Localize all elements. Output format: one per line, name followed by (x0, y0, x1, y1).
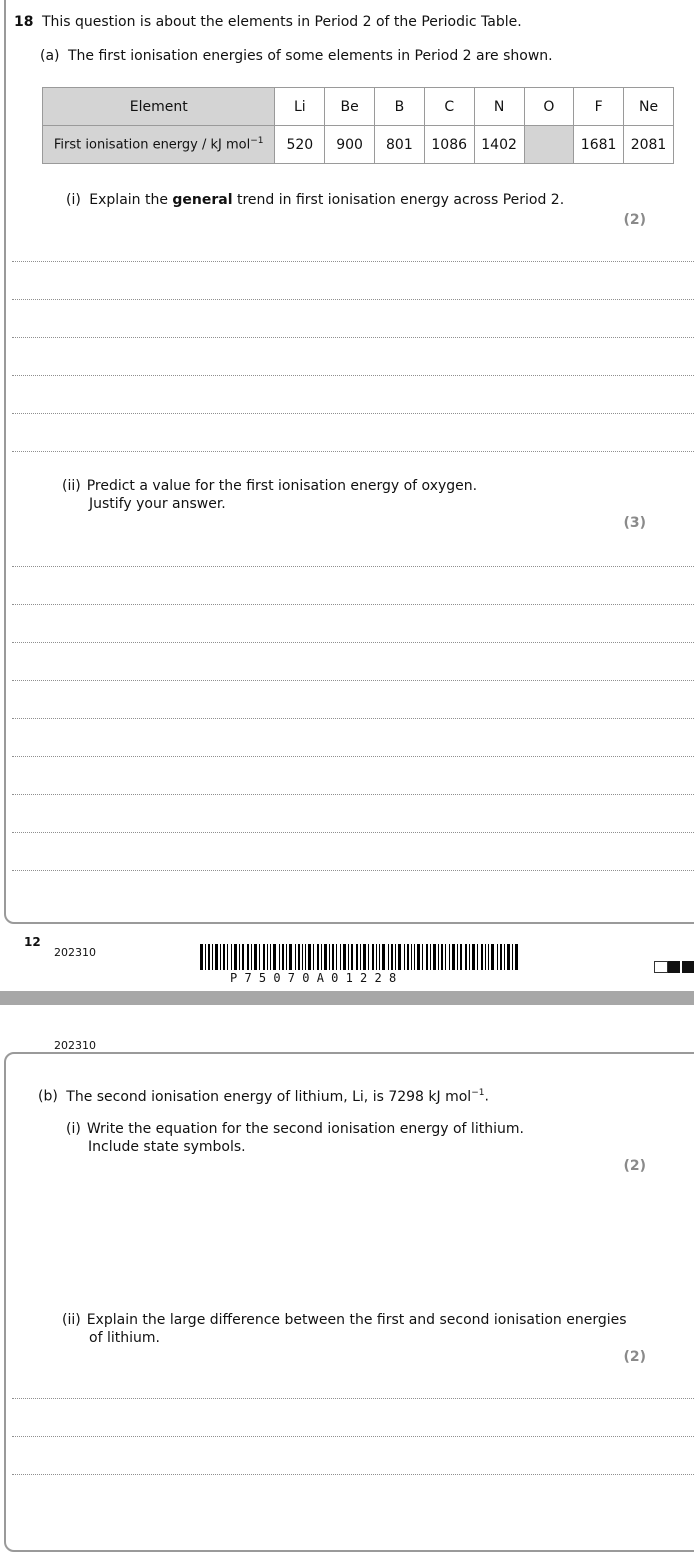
answer-line[interactable] (12, 604, 694, 605)
answer-line[interactable] (12, 1474, 694, 1475)
answer-line[interactable] (12, 870, 694, 871)
element-cell: O (524, 88, 574, 126)
energy-cell: 900 (325, 126, 375, 164)
b-ii-marks: (2) (623, 1349, 646, 1365)
answer-line[interactable] (12, 261, 694, 262)
element-cell: C (424, 88, 474, 126)
question-intro: This question is about the elements in Period 2 of the Periodic Table. (41, 14, 522, 30)
part-b-end: . (484, 1088, 489, 1105)
answer-line[interactable] (12, 1436, 694, 1437)
element-cell: Li (275, 88, 325, 126)
b-i-line2: Include state symbols. (88, 1139, 246, 1155)
answer-line[interactable] (12, 566, 694, 567)
answer-line[interactable] (12, 756, 694, 757)
a-ii-label: (ii) (62, 478, 81, 494)
question-header (14, 14, 522, 30)
energy-cell: 2081 (624, 126, 674, 164)
b-ii-label: (ii) (62, 1312, 81, 1328)
question-b-ii (62, 1311, 627, 1347)
element-row (43, 88, 674, 126)
b-ii-line2: of lithium. (89, 1330, 160, 1346)
part-a-heading (40, 48, 553, 64)
energy-cell-oxygen-blank (524, 126, 574, 164)
energy-row (43, 126, 674, 164)
element-cell: B (375, 88, 425, 126)
energy-cell: 1086 (424, 126, 474, 164)
a-ii-marks: (3) (623, 515, 646, 531)
question-a-i (66, 192, 564, 208)
energy-cell: 520 (275, 126, 325, 164)
answer-line[interactable] (12, 413, 694, 414)
page-divider (0, 991, 694, 1005)
part-b-sup: −1 (471, 1088, 485, 1098)
question-a-ii (62, 477, 477, 513)
b-i-line1: Write the equation for the second ionisation energy of lithium. (86, 1121, 524, 1137)
energy-cell: 801 (375, 126, 425, 164)
a-i-label: (i) (66, 192, 81, 208)
b-i-marks: (2) (623, 1158, 646, 1174)
answer-line[interactable] (12, 451, 694, 452)
answer-line[interactable] (12, 337, 694, 338)
b-ii-line1: Explain the large difference between the first and second ionisation energies (86, 1312, 627, 1328)
answer-line[interactable] (12, 375, 694, 376)
answer-line[interactable] (12, 718, 694, 719)
element-cell: Ne (624, 88, 674, 126)
part-a-label: (a) (40, 48, 60, 64)
answer-line[interactable] (12, 642, 694, 643)
paper-code-top: 202310 (54, 1039, 96, 1052)
paper-code: 202310 (54, 946, 96, 959)
element-cell: Be (325, 88, 375, 126)
part-a-text: The first ionisation energies of some elements in Period 2 are shown. (67, 48, 553, 64)
element-cell: F (574, 88, 624, 126)
a-i-text-post: trend in first ionisation energy across Period 2. (232, 192, 565, 208)
answer-line[interactable] (12, 680, 694, 681)
ionisation-energy-table (42, 87, 674, 164)
question-b-i (66, 1120, 524, 1156)
answer-line[interactable] (12, 794, 694, 795)
part-b-label: (b) (38, 1088, 58, 1105)
energy-cell: 1402 (474, 126, 524, 164)
barcode-text: P 7 5 0 7 0 A 0 1 2 2 8 (230, 971, 397, 985)
part-b-text: The second ionisation energy of lithium, Li, is 7298 kJ mol (66, 1088, 472, 1105)
registration-mark-icon (654, 961, 694, 973)
a-i-text-pre: Explain the (89, 192, 173, 208)
part-b-heading (38, 1088, 489, 1105)
b-i-label: (i) (66, 1121, 81, 1137)
page-number: 12 (24, 935, 41, 949)
a-i-marks: (2) (623, 212, 646, 228)
a-ii-line1: Predict a value for the first ionisation energy of oxygen. (86, 478, 478, 494)
answer-line[interactable] (12, 1398, 694, 1399)
question-number: 18 (14, 14, 34, 30)
energy-header-cell: First ionisation energy / kJ mol$^{-1}$ (43, 126, 275, 164)
energy-cell: 1681 (574, 126, 624, 164)
barcode-icon (200, 944, 518, 974)
a-ii-line2: Justify your answer. (89, 496, 226, 512)
a-i-text-bold: general (172, 192, 233, 208)
answer-line[interactable] (12, 299, 694, 300)
element-cell: N (474, 88, 524, 126)
element-header-cell: Element (43, 88, 275, 126)
answer-line[interactable] (12, 832, 694, 833)
